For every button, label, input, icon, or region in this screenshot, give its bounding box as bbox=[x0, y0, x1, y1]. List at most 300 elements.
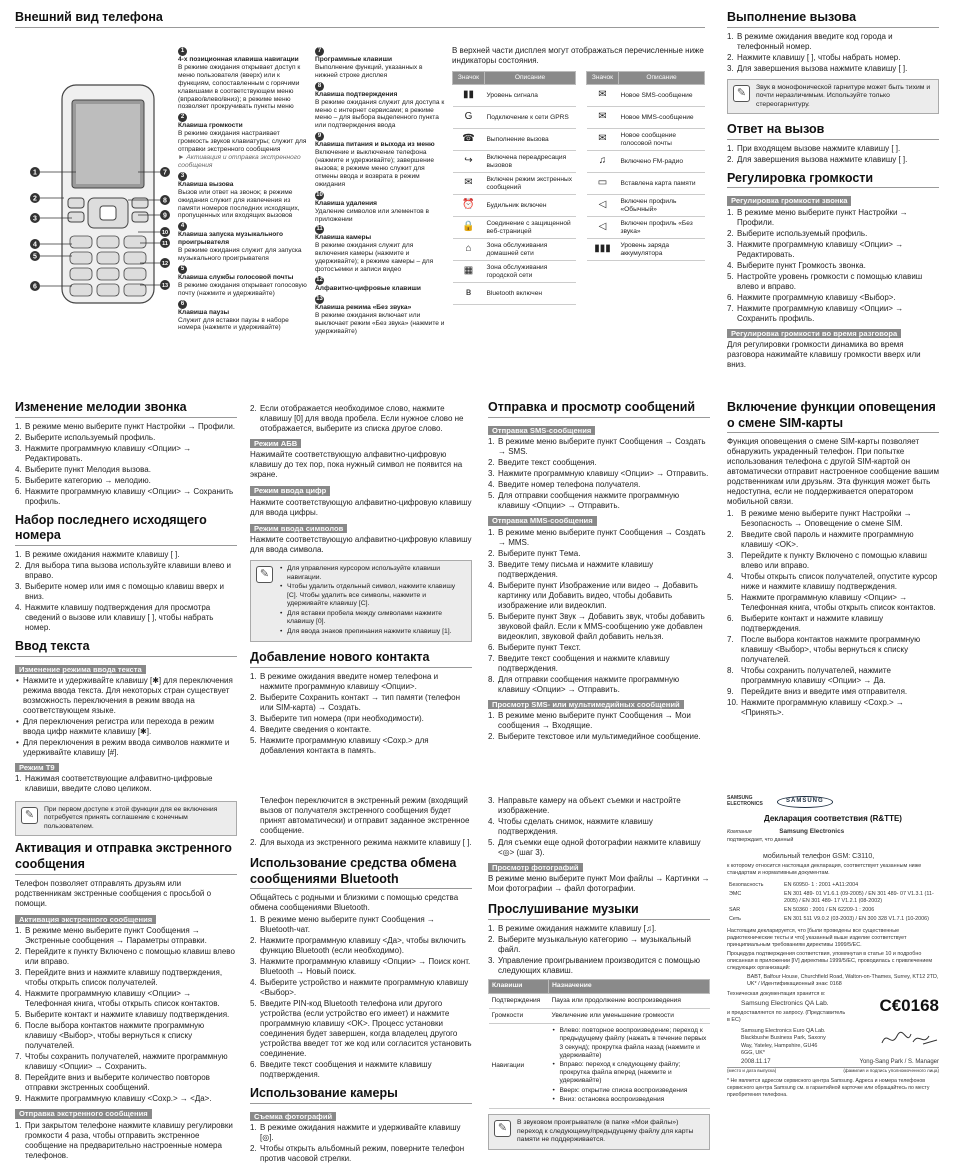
decl-signer-label: (фамилия и подпись уполномоченного лица) bbox=[843, 1068, 939, 1074]
simalert-text: Функция оповещения о смене SIM-карты позволяет обнаружить украденный телефон. При попытке использования телефона с другой SIM-картой он автоматически отправит настроенное сообщение вашим родственникам или друзьям. Эта функция может быть недоступна, если не поддерживается оператором мобильной связи. bbox=[727, 437, 939, 507]
sms-step: В режиме меню выберите пункт Сообщения → Создать → SMS. bbox=[498, 437, 706, 457]
redial-step: Для выбора типа вызова используйте клавиши влево и вправо. bbox=[25, 560, 232, 580]
mms-step: В режиме меню выберите пункт Сообщения → Создать → MMS. bbox=[498, 527, 706, 547]
keys-col2 bbox=[315, 47, 445, 337]
table-row bbox=[727, 881, 939, 890]
volume-call-text: Для регулировки громкости динамика во время разговора нажимайте клавишу громкости вверх или вниз. bbox=[727, 340, 921, 370]
simalert-step: Перейдите вниз и введите имя отправителя. bbox=[741, 687, 908, 697]
mms-step: Выберите пункт Изображение или видео → Добавить картинку или Добавить видео, чтобы добавить изображение или видеоклип. bbox=[498, 580, 698, 610]
sos-send-step: При закрытом телефоне нажмите клавишу регулировки громкости 4 раза, чтобы отправить экстренное сообщение на предварительно настроенные номера телефонов. bbox=[25, 1120, 233, 1160]
key-title: 4-х позиционная клавиша навигации bbox=[178, 56, 299, 63]
key-desc: В режиме ожидания открывает доступ к меню пользователя (вверх) или к функциям, сопоставленным с горячими клавишами в соответствующем меню (вправо/влево/вниз); в режиме меню позволяет прокручивать пункты меню bbox=[178, 63, 301, 111]
music-purpose: Пауза или продолжение воспроизведения bbox=[549, 993, 710, 1008]
text-title: Ввод текста bbox=[15, 639, 237, 657]
redial-step: Нажмите клавишу подтверждения для просмотра сведений о вызове или клавишу [ ], чтобы набрать номер. bbox=[25, 602, 214, 632]
key-num: 4 bbox=[178, 222, 187, 231]
indicator-icon: ◁ bbox=[587, 217, 619, 239]
sym-text: Нажмите соответствующую алфавитно-цифровую клавишу для ввода символа. bbox=[250, 535, 472, 555]
phone-diagram bbox=[28, 80, 173, 310]
std-key: Сеть bbox=[729, 915, 741, 922]
sos-step: Перейдите вниз и выберите количество повторов отправки экстренных сообщений. bbox=[25, 1073, 210, 1093]
std-value: EN 50360 : 2001 / EN 62209-1 : 2006 bbox=[784, 906, 875, 913]
bt-text: Общайтесь с родными и близкими с помощью средства обмена сообщениями Bluetooth. bbox=[250, 893, 459, 913]
answer-step: При входящем вызове нажмите клавишу [ ]. bbox=[737, 143, 901, 153]
melody-step: Нажмите программную клавишу <Опции> → Редактировать. bbox=[25, 443, 192, 463]
decl-address: Samsung Electronics Euro QA Lab. Blackbushe Business Park, Saxony Way, Yateley, Hampshire, GU46 6GG, UK* bbox=[741, 1028, 826, 1056]
cross-reference: ► Активация и отправка экстренного сообщения bbox=[178, 153, 301, 169]
indicator-row bbox=[453, 173, 576, 195]
key-title: Алфавитно-цифровые клавиши bbox=[315, 284, 421, 292]
music-key: Подтверждения bbox=[489, 993, 549, 1008]
music-key: Громкости bbox=[489, 1008, 549, 1023]
svg-text:6: 6 bbox=[33, 283, 37, 291]
indicator-desc: Bluetooth включен bbox=[485, 283, 576, 305]
key-title: Клавиша службы голосовой почты bbox=[178, 273, 294, 281]
ce-mark: C€0168 bbox=[879, 995, 939, 1015]
simalert-step: В режиме меню выберите пункт Настройки → Безопасность → Оповещение о смене SIM. bbox=[741, 509, 912, 529]
key-desc: В режиме ожидания настраивает громкость звуков клавиатуры; служит для отправки экстренного сообщения bbox=[178, 130, 307, 154]
music-table bbox=[488, 979, 710, 1109]
indicator-icon: ▭ bbox=[587, 173, 619, 195]
declaration bbox=[727, 796, 939, 1101]
sos-title: Активация и отправка экстренного сообщения bbox=[15, 841, 237, 874]
camera-view-text: В режиме меню выберите пункт Мои файлы → Картинки → Мои фотографии → файл фотографии. bbox=[488, 874, 710, 894]
text-note-item: • Для вставки пробела между символами нажмите клавишу [0]. bbox=[279, 610, 467, 627]
melody-step: Выберите пункт Мелодия вызова. bbox=[25, 464, 151, 474]
simalert-step: Нажмите программную клавишу <Сохр.> → <Принять>. bbox=[741, 698, 904, 718]
indicator-row bbox=[587, 151, 705, 173]
melody-step: Выберите используемый профиль. bbox=[25, 432, 156, 442]
sos-exit-step: Для выхода из экстренного режима нажмите клавишу [ ]. bbox=[260, 838, 472, 847]
note-icon: ✎ bbox=[256, 566, 273, 583]
sos-cont: Телефон переключится в экстренный режим (входящий вызов от получателя экстренного сообщения будет принят автоматически) и отправит заданное экстренное сообщение. bbox=[260, 796, 470, 835]
music-note: В звуковом проигрывателе (в папке «Мои файлы») переход к следующему/предыдущему файлу для карты памяти не поддерживается. bbox=[517, 1119, 694, 1144]
music-title: Прослушивание музыки bbox=[488, 902, 710, 920]
key-desc: Служит для вставки паузы в наборе номера (нажмите и удерживайте) bbox=[178, 316, 289, 332]
text-sub-sym: Режим ввода символов bbox=[250, 524, 347, 533]
svg-text:7: 7 bbox=[163, 169, 167, 177]
simalert-step: Введите свой пароль и нажмите программную клавишу <OK>. bbox=[741, 530, 914, 550]
middle-col4 bbox=[727, 400, 939, 719]
indicator-desc: Включена переадресация вызовов bbox=[485, 151, 576, 173]
indicator-row bbox=[453, 195, 576, 217]
middle-col2 bbox=[250, 404, 472, 757]
key-num: 7 bbox=[315, 47, 324, 56]
music-step: Управление проигрыванием производится с помощью следующих клавиш. bbox=[498, 956, 700, 976]
music-nav-item: • Влево: повторное воспроизведение; переход к предыдущему файлу (нажать в течение первых 3 секунд); прокрутка файла назад (нажмите и удерживайте) bbox=[552, 1027, 707, 1060]
indicator-desc: Включено FM-радио bbox=[619, 151, 705, 173]
indicator-desc: Подключение к сети GPRS bbox=[485, 107, 576, 129]
indicator-icon: ▮▮ bbox=[453, 85, 485, 107]
decl-org: BABT, Balfour House, Churchfield Road, Walton-on-Thames, Surrey, KT12 2TD, UK* / Идентификационный знак: 0168 bbox=[747, 973, 939, 987]
sos-sub-activate: Активация экстренного сообщения bbox=[15, 915, 156, 924]
mms-step: Введите текст сообщения и нажмите клавишу подтверждения. bbox=[498, 653, 670, 673]
bottom-col2 bbox=[250, 796, 472, 1165]
note-icon: ✎ bbox=[733, 85, 750, 102]
simalert-step: Чтобы открыть список получателей, опустите курсор ниже и нажмите клавишу подтверждения. bbox=[741, 572, 938, 592]
indicator-row bbox=[453, 261, 576, 283]
redial-step: Выберите номер или имя с помощью клавиш вверх и вниз. bbox=[25, 581, 224, 601]
contact-title: Добавление нового контакта bbox=[250, 650, 472, 668]
signature bbox=[879, 1028, 939, 1050]
volume-step: Настройте уровень громкости с помощью клавиш влево и вправо. bbox=[737, 271, 923, 291]
t9-step: Если отображается необходимое слово, нажмите клавишу [0] для ввода пробела. Если нужное слово не отображается, выберите из списка другое слово. bbox=[260, 404, 464, 433]
key-num: 11 bbox=[316, 226, 323, 233]
std-value: EN 301 489- 01 V1.6.1 (09-2005) / EN 301 489- 07 V1.3.1 (11-2005) / EN 301 489- 17 V1.2.1 (08-2002) bbox=[784, 890, 934, 904]
std-key: ЭМС bbox=[729, 890, 742, 897]
key-num: 9 bbox=[315, 132, 324, 141]
contact-step: В режиме ожидания введите номер телефона и нажмите программную клавишу <Опции>. bbox=[260, 671, 439, 691]
volume-step: Нажмите программную клавишу <Выбор>. bbox=[737, 292, 896, 302]
decl-foot: * Не является адресом сервисного центра Samsung. Адреса и номера телефонов сервисного центра Samsung см. в гарантийной карточке или обращайтесь по месту приобретения телефона. bbox=[727, 1078, 930, 1098]
sos-sub-send: Отправка экстренного сообщения bbox=[15, 1109, 152, 1118]
indicator-icon: ⌂ bbox=[453, 239, 485, 261]
decl-date-label: (место и дата выпуска) bbox=[727, 1068, 777, 1074]
table-row bbox=[727, 915, 939, 924]
indicator-row bbox=[587, 85, 705, 107]
contact-step: Введите сведения о контакте. bbox=[260, 724, 372, 734]
mms-step: Для отправки сообщения нажмите программную клавишу <Опции> → Отправить. bbox=[498, 674, 680, 694]
indicator-desc: Включен режим экстренных сообщений bbox=[485, 173, 576, 195]
decl-title: Декларация соответствия (R&TTE) bbox=[764, 813, 902, 823]
middle-col1 bbox=[15, 400, 237, 795]
text-sub-mode: Изменение режима ввода текста bbox=[15, 665, 146, 674]
bt-title: Использование средства обмена сообщениями Bluetooth bbox=[250, 856, 472, 889]
indicator-icon: ⏰ bbox=[453, 195, 485, 217]
keys-col1 bbox=[178, 47, 308, 334]
indicator-table-left bbox=[452, 71, 576, 305]
simalert-title: Включение функции оповещения о смене SIM-карты bbox=[727, 400, 939, 433]
key-desc: В режиме ожидания открывает голосовую почту (нажмите и удерживайте) bbox=[178, 281, 307, 297]
svg-text:11: 11 bbox=[162, 241, 168, 247]
indicator-row bbox=[453, 217, 576, 239]
key-desc: В режиме ожидания служит для доступа к меню с интернет сервисами; в режиме меню – для выбора выделенного пункта или подтверждения ввода bbox=[315, 98, 445, 130]
indicator-row bbox=[453, 283, 576, 305]
simalert-step: Перейдите к пункту Включено с помощью клавиш влево или вправо. bbox=[741, 551, 927, 571]
key-num: 8 bbox=[315, 82, 324, 91]
key-title: Клавиша паузы bbox=[178, 308, 230, 316]
right-column-top bbox=[727, 10, 939, 372]
mms-sub: Отправка MMS-сообщения bbox=[488, 516, 597, 525]
indicator-row bbox=[587, 173, 705, 195]
bt-step: Введите текст сообщения и нажмите клавишу подтверждения. bbox=[260, 1060, 432, 1080]
indicator-icon: ✉ bbox=[453, 173, 485, 195]
key-desc: Вызов или ответ на звонок; в режиме ожидания служит для извлечения из памяти номеров последних исходящих, пропущенных или входящих вызовов bbox=[178, 188, 300, 220]
brand-text: SAMSUNG ELECTRONICS bbox=[727, 795, 763, 807]
mms-step: Выберите пункт Текст. bbox=[498, 642, 581, 652]
simalert-step: Выберите контакт и нажмите клавишу подтверждения. bbox=[741, 614, 884, 634]
company-label: Компания bbox=[727, 829, 752, 836]
indicator-row bbox=[587, 195, 705, 217]
music-col-purpose: Назначение bbox=[549, 980, 710, 993]
std-key: Безопасность bbox=[729, 881, 764, 888]
sos-step: В режиме меню выберите пункт Сообщения → Экстренные сообщения → Параметры отправки. bbox=[25, 926, 207, 946]
decl-confirm: подтверждает, что данный bbox=[727, 836, 794, 843]
music-nav-item: • Вправо: переход к следующему файлу; прокрутка файла вперед (нажмите и удерживайте) bbox=[552, 1061, 707, 1086]
key-title: Клавиша камеры bbox=[315, 234, 372, 242]
indicator-icon: G bbox=[453, 107, 485, 129]
key-title: Клавиша подтверждения bbox=[315, 90, 398, 98]
ce-number: 0168 bbox=[901, 995, 939, 1015]
indicator-desc: Включен профиль «Без звука» bbox=[619, 217, 705, 239]
camera-sub-shoot: Съемка фотографий bbox=[250, 1112, 336, 1121]
indicator-icon: ☎ bbox=[453, 129, 485, 151]
sos-step: Нажмите программную клавишу <Опции> → Телефонная книга, чтобы открыть список контактов. bbox=[25, 989, 220, 1009]
indicator-desc: Зона обслуживания домашней сети bbox=[485, 239, 576, 261]
camera-step: Для съемки еще одной фотографии нажмите клавишу <◎> (шаг 3). bbox=[498, 838, 701, 857]
key-desc: Удаление символов или элементов в приложении bbox=[315, 207, 429, 223]
indicator-desc: Выполнение вызова bbox=[485, 129, 576, 151]
mms-step: Выберите пункт Тема. bbox=[498, 548, 581, 558]
product-name: мобильный телефон GSM: C3110, bbox=[763, 852, 875, 860]
svg-text:2: 2 bbox=[33, 195, 37, 203]
music-key: Навигации bbox=[489, 1024, 549, 1109]
indicator-icon: ✉ bbox=[587, 85, 619, 107]
indicator-icon: ↪ bbox=[453, 151, 485, 173]
redial-title: Набор последнего исходящего номера bbox=[15, 513, 237, 546]
simalert-step: После выбора контактов нажмите программную клавишу <Выбор>, чтобы вернуться к списку получателей. bbox=[741, 635, 921, 665]
text-note-item: • Для ввода знаков препинания нажмите клавишу [1]. bbox=[279, 628, 467, 636]
sos-step: Нажмите программную клавишу <Сохр.> → <Да>. bbox=[25, 1094, 212, 1104]
col-desc: Описание bbox=[485, 72, 576, 85]
bottom-col1 bbox=[15, 796, 237, 1162]
key-desc: В режиме ожидания служит для запуска музыкального проигрывателя bbox=[178, 247, 302, 263]
indicator-desc: Новое SMS-сообщение bbox=[619, 85, 705, 107]
music-step: В режиме ожидания нажмите клавишу [♫]. bbox=[498, 924, 657, 934]
volume-step: Нажмите программную клавишу <Опции> → Сохранить профиль. bbox=[737, 303, 904, 323]
sos-step: Выберите контакт и нажмите клавишу подтверждения. bbox=[25, 1010, 230, 1020]
key-desc: Выполнение функций, указанных в нижней строке дисплея bbox=[315, 63, 423, 79]
svg-text:13: 13 bbox=[161, 283, 169, 289]
simalert-step: Чтобы сохранить получателей, нажмите программную клавишу <Опции> → Да. bbox=[741, 666, 891, 686]
sos-step: Перейдите к пункту Включено с помощью клавиш влево или вправо. bbox=[25, 947, 235, 967]
music-col-keys: Клавиши bbox=[489, 980, 549, 993]
key-title: Программные клавиши bbox=[315, 56, 392, 63]
table-row bbox=[727, 906, 939, 915]
key-title: Клавиша питания и выхода из меню bbox=[315, 141, 435, 149]
table-row bbox=[727, 890, 939, 906]
music-purpose: Увеличение или уменьшение громкости bbox=[549, 1008, 710, 1023]
camera-title: Использование камеры bbox=[250, 1086, 472, 1104]
key-title: Клавиша громкости bbox=[178, 122, 243, 130]
num-text: Нажмите соответствующую алфавитно-цифровую клавишу для ввода цифры. bbox=[250, 497, 472, 517]
text-bullet: • Для переключения в режим ввода символов нажмите и удерживайте клавишу [#]. bbox=[15, 738, 237, 758]
indicator-desc: Будильник включен bbox=[485, 195, 576, 217]
sos-step: После выбора контактов нажмите программную клавишу <Выбор>, чтобы вернуться к списку получателей. bbox=[25, 1021, 205, 1051]
indicator-desc: Соединение с защищенной веб-страницей bbox=[485, 217, 576, 239]
svg-text:12: 12 bbox=[161, 261, 169, 267]
indicator-row bbox=[453, 85, 576, 107]
indicator-desc: Зона обслуживания городской сети bbox=[485, 261, 576, 283]
key-num: 10 bbox=[316, 191, 323, 198]
decl-p2: Процедура подтверждения соответствия, упомянутая в статье 10 и подробно описанная в приложении [IV] директивы 1999/5/EC, проводилась с привлечением следующих организаций: bbox=[727, 950, 933, 971]
decl-lab: Samsung Electronics QA Lab. bbox=[741, 999, 829, 1007]
call-step: Нажмите клавишу [ ], чтобы набрать номер. bbox=[737, 52, 901, 62]
sms-step: Введите номер телефона получателя. bbox=[498, 480, 641, 490]
indicator-desc: Новое сообщение голосовой почты bbox=[619, 129, 705, 151]
decl-req: и предоставляется по запросу. (Представитель в EC) bbox=[727, 1010, 846, 1024]
decl-intro: к которому относится настоящая декларация, соответствует указанным ниже стандартам и нормативным документам. bbox=[727, 862, 922, 876]
bt-step: Выберите устройство и нажмите программную клавишу <Выбор>. bbox=[260, 978, 469, 998]
melody-step: Нажмите программную клавишу <Опции> → Сохранить профиль. bbox=[25, 486, 234, 506]
indicator-icon: ▮▮▮ bbox=[587, 239, 619, 261]
indicators-intro: В верхней части дисплея могут отображаться перечисленные ниже индикаторы состояния. bbox=[452, 46, 704, 65]
indicator-icon: ◁ bbox=[587, 195, 619, 217]
std-value: EN 301 511 V9.0.2 (03-2003) / EN 300 328 V1.7.1 (10-2006) bbox=[784, 915, 929, 922]
indicator-row bbox=[587, 107, 705, 129]
abc-text: Нажимайте соответствующую алфавитно-цифровую клавишу до тех пор, пока нужный символ не появится на экране. bbox=[250, 450, 463, 480]
text-sub-abc: Режим АБВ bbox=[250, 439, 301, 448]
messages-title: Отправка и просмотр сообщений bbox=[488, 400, 710, 418]
company-name: Samsung Electronics bbox=[779, 828, 845, 836]
decl-signer: Yong-Sang Park / S. Manager bbox=[859, 1058, 939, 1065]
indicator-icon: ʙ bbox=[453, 283, 485, 305]
camera-sub-view: Просмотр фотографий bbox=[488, 863, 583, 872]
indicator-icon: ✉ bbox=[587, 107, 619, 129]
text-bullet: • Нажмите и удерживайте клавишу [✱] для переключения режима ввода текста. Для некоторых стран существует возможность переключения в режим ввода на соответствующем языке. bbox=[15, 676, 237, 716]
note-icon: ✎ bbox=[21, 807, 38, 824]
volume-step: Нажмите программную клавишу <Опции> → Редактировать. bbox=[737, 239, 904, 259]
view-step: В режиме меню выберите пункт Сообщения → Мои сообщения → Входящие. bbox=[498, 711, 691, 731]
key-num: 13 bbox=[316, 295, 323, 302]
melody-step: Выберите категорию → мелодию. bbox=[25, 475, 151, 485]
indicator-row bbox=[453, 129, 576, 151]
svg-text:4: 4 bbox=[33, 241, 37, 249]
col-icon: Значок bbox=[453, 72, 485, 85]
svg-text:8: 8 bbox=[163, 197, 167, 205]
camera-step: В режиме ожидания нажмите и удерживайте клавишу [◎]. bbox=[260, 1123, 461, 1143]
key-title: Клавиша вызова bbox=[178, 180, 234, 188]
camera-step: Направьте камеру на объект съемки и настройте изображение. bbox=[498, 796, 681, 815]
indicator-desc: Уровень сигнала bbox=[485, 85, 576, 107]
decl-p1: Настоящим декларируется, что [были проведены все существенные радиотехнические тесты и что] указанный выше изделие соответствует принципиальным требованиям директивы 1999/5/EC. bbox=[727, 927, 907, 948]
call-title: Выполнение вызова bbox=[727, 10, 939, 28]
indicator-row bbox=[453, 239, 576, 261]
sos-step: Чтобы сохранить получателей, нажмите программную клавишу <Опции> → Сохранить. bbox=[25, 1052, 228, 1072]
col-desc: Описание bbox=[619, 72, 705, 85]
indicator-icon: ✉ bbox=[587, 129, 619, 151]
indicator-desc: Включен профиль «Обычный» bbox=[619, 195, 705, 217]
volume-step: Выберите используемый профиль. bbox=[737, 228, 868, 238]
key-num: 2 bbox=[178, 113, 187, 122]
redial-step: В режиме ожидания нажмите клавишу [ ]. bbox=[25, 549, 180, 559]
simalert-step: Нажмите программную клавишу <Опции> → Телефонная книга, чтобы открыть список контактов. bbox=[741, 593, 936, 613]
appearance-section bbox=[15, 10, 705, 32]
indicator-row bbox=[587, 217, 705, 239]
mms-step: Выберите пункт Звук → Добавить звук, чтобы добавить звуковой файл. Если к MMS-сообщению уже добавлен видеоклип, звуковой файл добавить нельзя. bbox=[498, 611, 705, 641]
decl-date: 2008.11.17 bbox=[741, 1058, 771, 1065]
bt-step: Нажмите программную клавишу <Опции> → Поиск конт. Bluetooth → Новый поиск. bbox=[260, 957, 471, 977]
call-step: В режиме ожидания введите код города и телефонный номер. bbox=[737, 31, 893, 51]
answer-title: Ответ на вызов bbox=[727, 122, 939, 140]
indicator-icon: ♫ bbox=[587, 151, 619, 173]
sms-sub: Отправка SMS-сообщения bbox=[488, 426, 595, 435]
answer-step: Для завершения вызова нажмите клавишу [ ]. bbox=[737, 154, 908, 164]
indicator-row bbox=[587, 239, 705, 261]
indicator-icon: 🔒 bbox=[453, 217, 485, 239]
text-note-item: • Для управления курсором используйте клавиши навигации. bbox=[279, 565, 467, 582]
volume-step: В режиме меню выберите пункт Настройки → Профили. bbox=[737, 207, 908, 227]
key-desc: В режиме ожидания включает или выключает режим «Без звука» (нажмите и удерживайте) bbox=[315, 311, 445, 335]
svg-text:1: 1 bbox=[33, 169, 37, 177]
bt-step: Нажмите программную клавишу <Да>, чтобы включить функцию Bluetooth (если необходимо). bbox=[260, 936, 466, 956]
bt-step: Введите PIN-код Bluetooth телефона или другого устройства (если устройство его имеет) и нажмите программную клавишу <OK>. Процесс установки соединения будет завершен, когда владелец другого устройства введет тот же код или согласится установить соединение. bbox=[260, 999, 472, 1059]
music-nav-item: • Вниз: остановка воспроизведения bbox=[552, 1096, 707, 1104]
svg-text:3: 3 bbox=[33, 215, 37, 223]
view-sub: Просмотр SMS- или мультимедийных сообщений bbox=[488, 700, 684, 709]
text-bullet: • Для переключения регистра или перехода в режим ввода цифр нажмите клавишу [✱]. bbox=[15, 717, 237, 737]
indicator-icon: ▦ bbox=[453, 261, 485, 283]
contact-step: Нажмите программную клавишу <Сохр.> для добавления контакта в память. bbox=[260, 735, 429, 755]
volume-title: Регулировка громкости bbox=[727, 171, 939, 189]
view-step: Выберите текстовое или мультимедийное сообщение. bbox=[498, 732, 701, 742]
sos-step: Перейдите вниз и нажмите клавишу подтверждения, чтобы открыть список получателей. bbox=[25, 968, 223, 988]
indicator-table-right bbox=[586, 71, 705, 261]
key-title: Клавиша режима «Без звука» bbox=[315, 303, 412, 311]
svg-text:5: 5 bbox=[33, 253, 37, 261]
music-step: Выберите музыкальную категорию → музыкальный файл. bbox=[498, 935, 691, 955]
volume-step: Выберите пункт Громкость звонка. bbox=[737, 260, 866, 270]
text-note-item: • Чтобы удалить отдельный символ, нажмите клавишу [C]. Чтобы удалить все символы, нажмите и удерживайте клавишу [C]. bbox=[279, 583, 467, 608]
indicator-desc: Уровень заряда аккумулятора bbox=[619, 239, 705, 261]
key-title: Клавиша удаления bbox=[315, 199, 377, 207]
sms-step: Для отправки сообщения нажмите программную клавишу <Опции> → Отправить. bbox=[498, 491, 680, 511]
sos-note: При первом доступе к этой функции для ее включения потребуется принять соглашение с конечным пользователем. bbox=[44, 806, 218, 830]
indicator-row bbox=[453, 151, 576, 173]
std-value: EN 60950- 1 : 2001 +A11:2004 bbox=[784, 881, 859, 888]
standards-table bbox=[727, 881, 939, 924]
sms-step: Нажмите программную клавишу <Опции> → Отправить. bbox=[498, 469, 709, 479]
call-note: Звук в монофонической гарнитуре может быть тихим и почти неразличимым. Используйте только стереогарнитуру. bbox=[756, 83, 931, 108]
svg-text:10: 10 bbox=[161, 230, 169, 236]
std-key: SAR bbox=[729, 906, 741, 913]
indicator-desc: Вставлена карта памяти bbox=[619, 173, 705, 195]
t9-step: Нажимая соответствующие алфавитно-цифровые клавиши, введите слово целиком. bbox=[25, 774, 213, 794]
key-num: 5 bbox=[178, 265, 187, 274]
bottom-col3 bbox=[488, 796, 710, 1155]
middle-col3 bbox=[488, 400, 710, 743]
note-icon: ✎ bbox=[494, 1120, 511, 1137]
table-row bbox=[489, 993, 710, 1008]
decl-tech: Техническая документация хранится в: bbox=[727, 990, 826, 997]
camera-step: Чтобы открыть альбомный режим, поверните телефон против часовой стрелки. bbox=[260, 1144, 465, 1164]
sms-step: Введите текст сообщения. bbox=[498, 458, 597, 468]
melody-step: В режиме меню выберите пункт Настройки → Профили. bbox=[25, 421, 236, 431]
svg-text:9: 9 bbox=[163, 212, 167, 220]
key-title: Клавиша запуска музыкального проигрывателя bbox=[178, 231, 283, 247]
key-desc: В режиме ожидания служит для включения камеры (нажмите и удерживайте); в режиме камеры – для фотосъемки и записи видео bbox=[315, 242, 434, 274]
key-num: 3 bbox=[178, 172, 187, 181]
contact-step: Выберите Сохранить контакт → тип памяти (телефон или SIM-карта) → Создать. bbox=[260, 692, 460, 712]
sos-text: Телефон позволяет отправлять друзьям или родственникам экстренные сообщения с просьбой о помощи. bbox=[15, 878, 212, 908]
key-desc: Включение и выключение телефона (нажмите и удерживайте); завершение вызова; в режиме меню служит для отмены ввода и возврата в режим ожидания bbox=[315, 149, 435, 188]
bt-step: В режиме меню выберите пункт Сообщения → Bluetooth-чат. bbox=[260, 915, 435, 935]
table-row bbox=[489, 1008, 710, 1023]
key-num: 6 bbox=[178, 300, 187, 309]
indicator-row bbox=[587, 129, 705, 151]
volume-sub-ring: Регулировка громкости звонка bbox=[727, 196, 851, 205]
indicator-desc: Новое MMS-сообщение bbox=[619, 107, 705, 129]
col-icon: Значок bbox=[587, 72, 619, 85]
melody-title: Изменение мелодии звонка bbox=[15, 400, 237, 418]
text-sub-t9: Режим T9 bbox=[15, 763, 59, 772]
text-sub-num: Режим ввода цифр bbox=[250, 486, 330, 495]
indicator-row bbox=[453, 107, 576, 129]
mms-step: Введите тему письма и нажмите клавишу подтверждения. bbox=[498, 559, 654, 579]
camera-step: Чтобы сделать снимок, нажмите клавишу подтверждения. bbox=[498, 817, 653, 836]
music-nav-item: • Вверх: открытие списка воспроизведения bbox=[552, 1087, 707, 1095]
key-num: 12 bbox=[316, 276, 323, 283]
